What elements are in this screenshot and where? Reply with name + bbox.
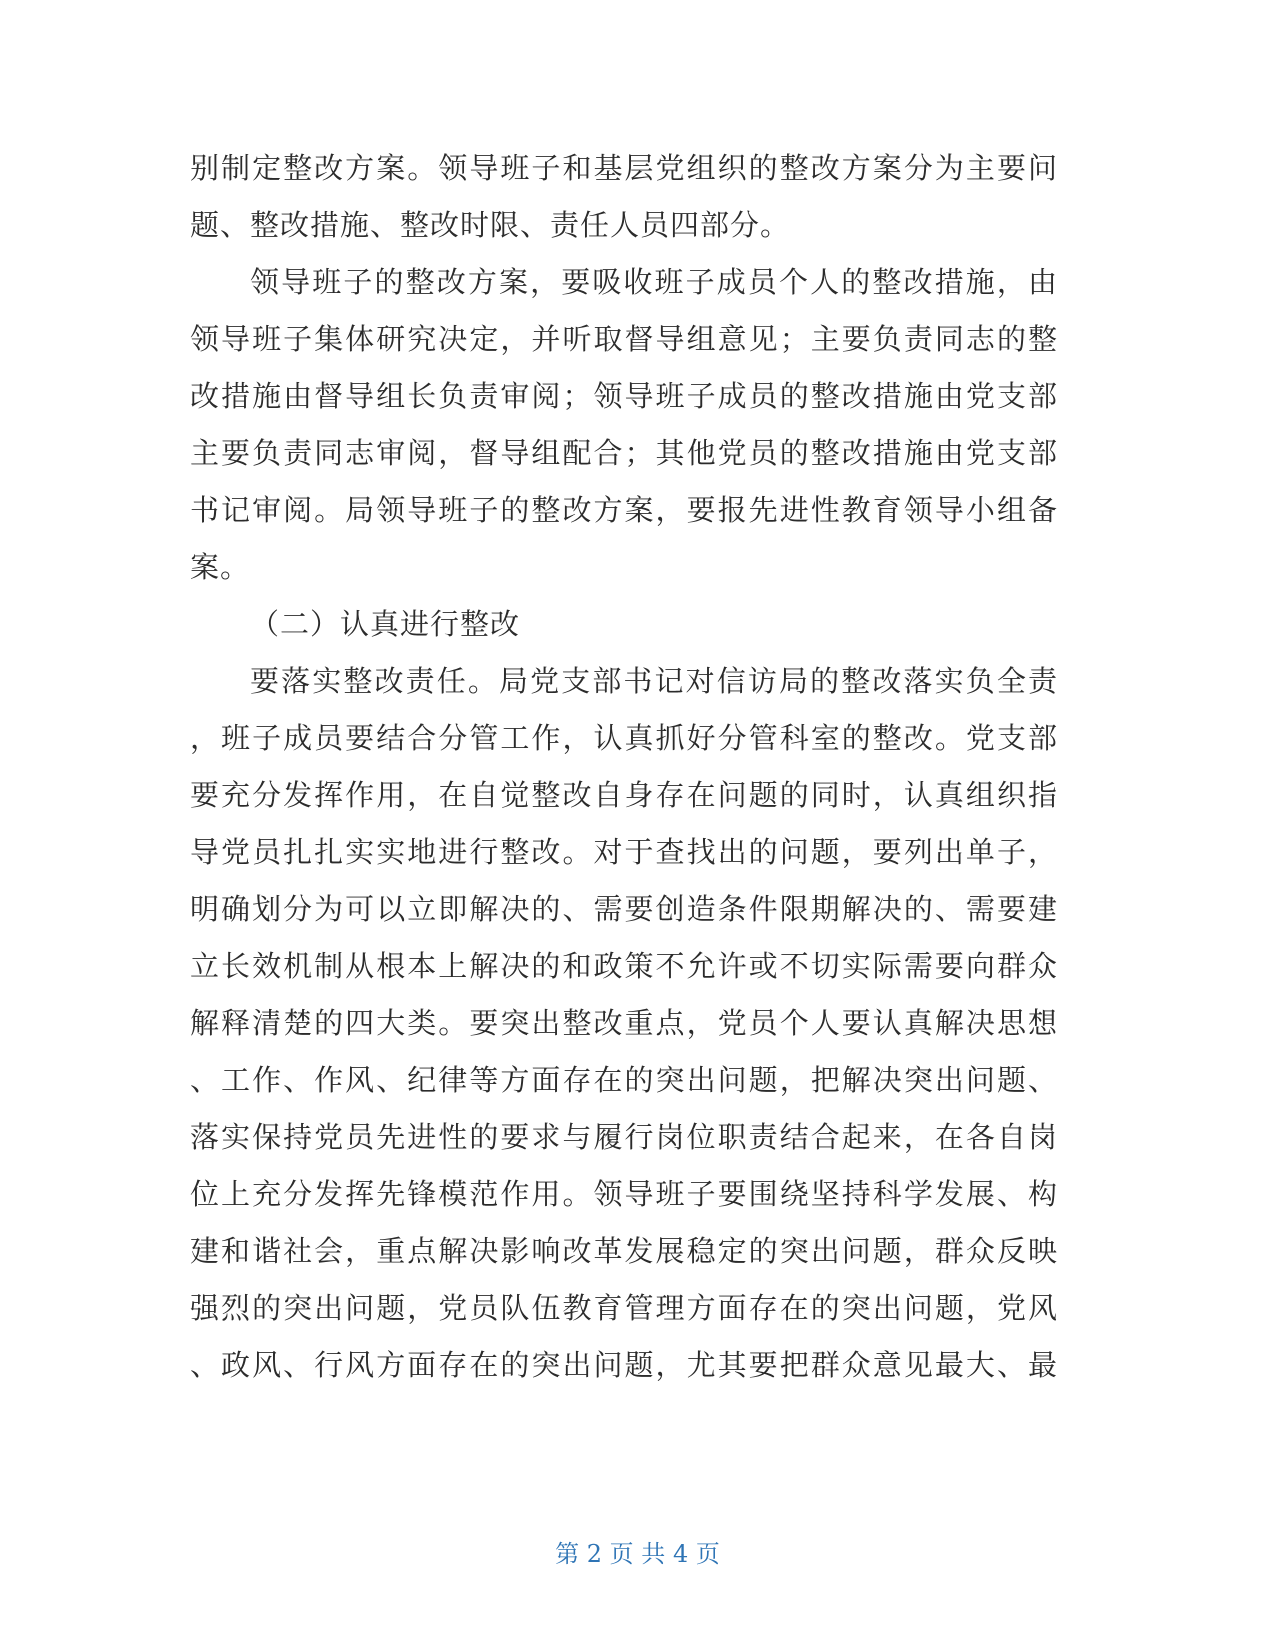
body-line-18: 落实保持党员先进性的要求与履行岗位职责结合起来，在各自岗 bbox=[190, 1120, 1058, 1154]
body-line-1: 别制定整改方案。领导班子和基层党组织的整改方案分为主要问 bbox=[190, 151, 1058, 185]
body-line-20: 建和谐社会，重点解决影响改革发展稳定的突出问题，群众反映 bbox=[190, 1234, 1058, 1268]
body-line-22: 、政风、行风方面存在的突出问题，尤其要把群众意见最大、最 bbox=[190, 1348, 1058, 1382]
body-line-5: 改措施由督导组长负责审阅；领导班子成员的整改措施由党支部 bbox=[190, 379, 1058, 413]
body-line-3: 领导班子的整改方案，要吸收班子成员个人的整改措施，由 bbox=[250, 265, 1058, 299]
body-line-17: 、工作、作风、纪律等方面存在的突出问题，把解决突出问题、 bbox=[190, 1063, 1058, 1097]
section-heading: （二）认真进行整改 bbox=[250, 607, 521, 641]
body-line-14: 明确划分为可以立即解决的、需要创造条件限期解决的、需要建 bbox=[190, 892, 1058, 926]
body-line-12: 要充分发挥作用，在自觉整改自身存在问题的同时，认真组织指 bbox=[190, 778, 1058, 812]
body-line-15: 立长效机制从根本上解决的和政策不允许或不切实际需要向群众 bbox=[190, 949, 1058, 983]
body-line-11: ，班子成员要结合分管工作，认真抓好分管科室的整改。党支部 bbox=[190, 721, 1058, 755]
body-line-21: 强烈的突出问题，党员队伍教育管理方面存在的突出问题，党风 bbox=[190, 1291, 1058, 1325]
body-line-2: 题、整改措施、整改时限、责任人员四部分。 bbox=[190, 208, 791, 242]
page-number-footer: 第 2 页 共 4 页 bbox=[555, 1540, 720, 1568]
body-line-6: 主要负责同志审阅，督导组配合；其他党员的整改措施由党支部 bbox=[190, 436, 1058, 470]
body-line-16: 解释清楚的四大类。要突出整改重点，党员个人要认真解决思想 bbox=[190, 1006, 1058, 1040]
body-line-7: 书记审阅。局领导班子的整改方案，要报先进性教育领导小组备 bbox=[190, 493, 1058, 527]
body-line-19: 位上充分发挥先锋模范作用。领导班子要围绕坚持科学发展、构 bbox=[190, 1177, 1058, 1211]
body-line-8: 案。 bbox=[190, 550, 251, 584]
body-line-13: 导党员扎扎实实地进行整改。对于查找出的问题，要列出单子， bbox=[190, 835, 1058, 869]
body-line-10: 要落实整改责任。局党支部书记对信访局的整改落实负全责 bbox=[250, 664, 1058, 698]
body-line-4: 领导班子集体研究决定，并听取督导组意见；主要负责同志的整 bbox=[190, 322, 1058, 356]
